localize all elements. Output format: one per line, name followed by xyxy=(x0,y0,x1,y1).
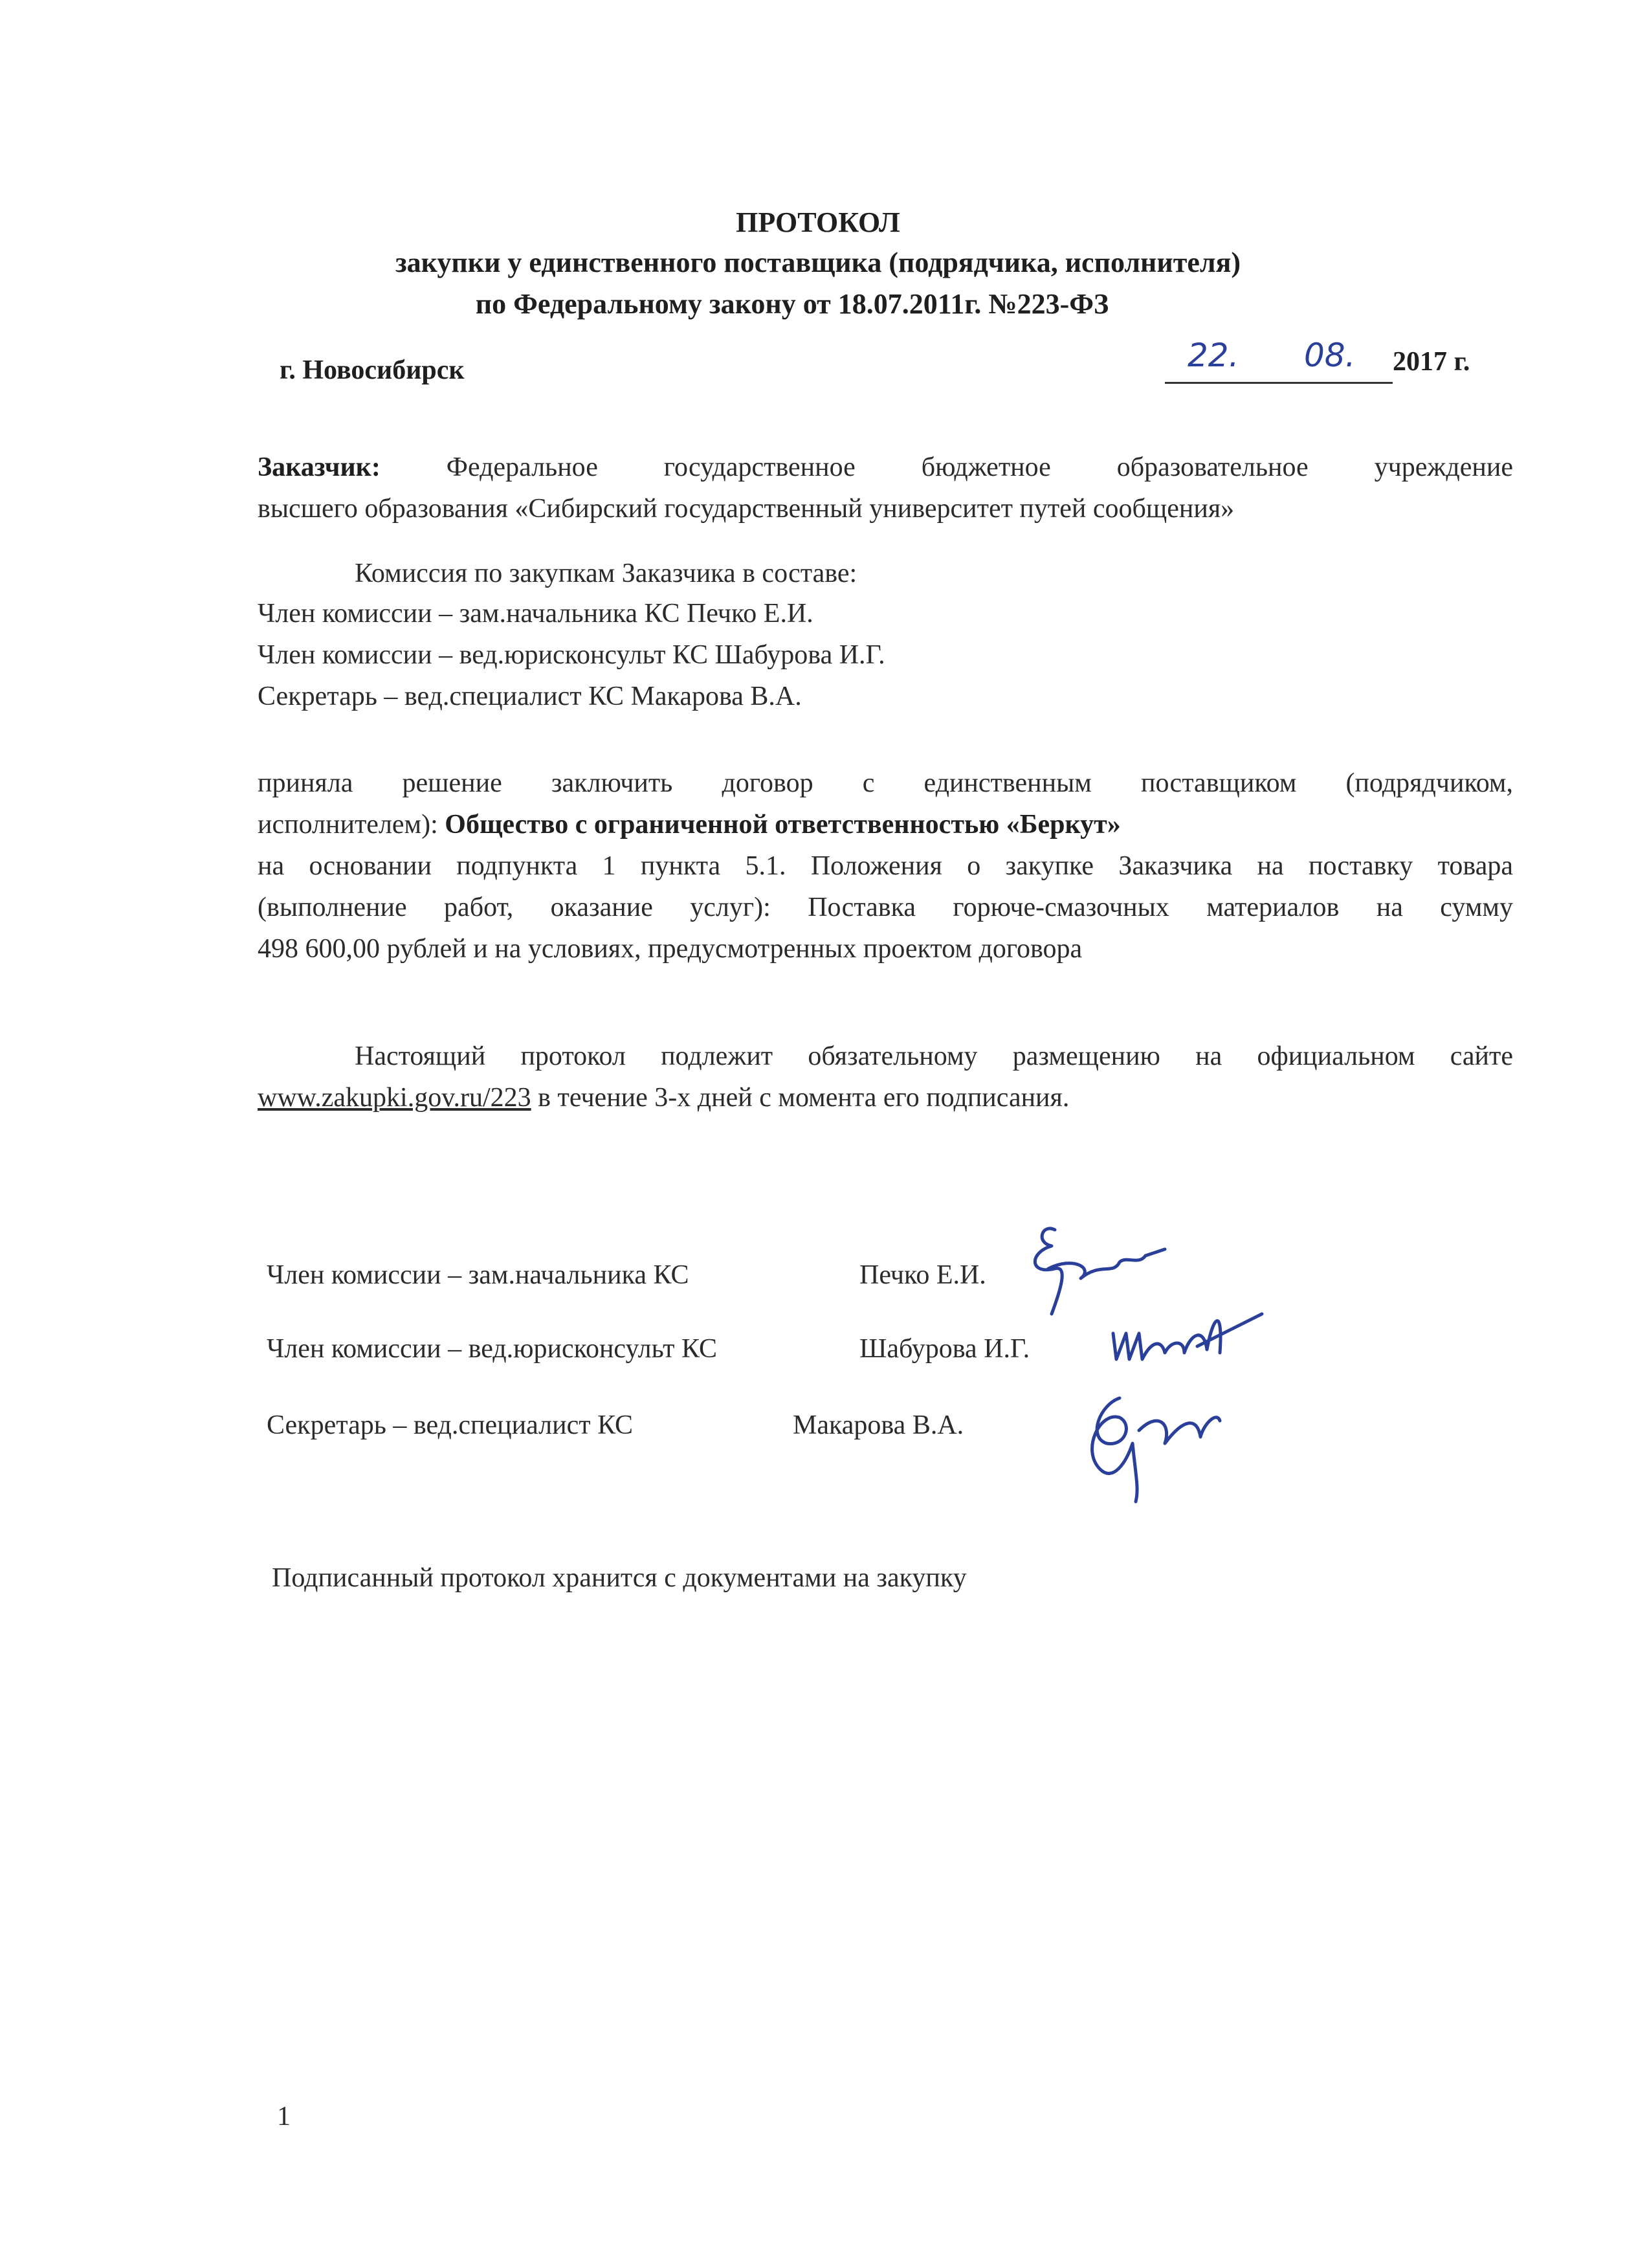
decision-line3-row xyxy=(258,850,1513,882)
decision-line3: на основании подпункта 1 пункта 5.1. Положения о закупке Заказчика на поставку товара xyxy=(258,851,1513,881)
date-underline xyxy=(1165,382,1393,384)
document-subtitle-line1: закупки у единственного поставщика (подрядчика, исполнителя) xyxy=(395,247,1241,278)
storage-note: Подписанный протокол хранится с документами на закупку xyxy=(272,1563,967,1593)
publication-line2 xyxy=(258,1082,1069,1113)
commission-member-1: Член комиссии – зам.начальника КС Печко Е.И. xyxy=(258,599,813,628)
decision-line5: 498 600,00 рублей и на условиях, предусмотренных проектом договора xyxy=(258,934,1083,964)
decision-line4-row xyxy=(258,892,1513,923)
publication-line1-row xyxy=(355,1041,1513,1072)
handwritten-day: 22. xyxy=(1188,337,1239,374)
signature-role-3: Секретарь – вед.специалист КС xyxy=(267,1410,634,1440)
customer-line2: высшего образования «Сибирский государственный университет путей сообщения» xyxy=(258,494,1235,524)
zakupki-link[interactable]: www.zakupki.gov.ru/223 xyxy=(258,1083,531,1113)
document-subtitle-line2: по Федеральному закону от 18.07.2011г. №223-ФЗ xyxy=(475,288,1109,320)
decision-line1-row xyxy=(258,768,1513,799)
decision-line2-prefix: исполнителем): xyxy=(258,810,438,839)
decision-line4: (выполнение работ, оказание услуг): Поставка горюче-смазочных материалов на сумму xyxy=(258,893,1513,922)
commission-intro: Комиссия по закупкам Заказчика в составе: xyxy=(355,559,857,588)
handwritten-month: 08. xyxy=(1304,337,1356,374)
page-number: 1 xyxy=(277,2102,291,2131)
signature-role-2: Член комиссии – вед.юрисконсульт КС xyxy=(267,1334,718,1364)
city: г. Новосибирск xyxy=(280,355,465,385)
signature-name-1: Печко Е.И. xyxy=(859,1260,986,1290)
signature-name-2: Шабурова И.Г. xyxy=(859,1334,1030,1364)
document-title: ПРОТОКОЛ xyxy=(736,206,900,238)
date-year: 2017 г. xyxy=(1393,347,1470,377)
customer-line1: Федеральное государственное бюджетное образовательное учреждение xyxy=(446,452,1514,482)
signature-shaburova xyxy=(1100,1288,1268,1379)
decision-line2 xyxy=(258,809,1121,840)
commission-member-2: Член комиссии – вед.юрисконсульт КС Шабурова И.Г. xyxy=(258,640,885,670)
decision-line1: приняла решение заключить договор с единственным поставщиком (подрядчиком, xyxy=(258,768,1513,798)
commission-member-3: Секретарь – вед.специалист КС Макарова В.А. xyxy=(258,682,802,711)
signature-makarova xyxy=(1061,1385,1230,1508)
signature-name-3: Макарова В.А. xyxy=(793,1410,964,1440)
customer-line1-row xyxy=(258,452,1513,483)
customer-label: Заказчик: xyxy=(258,452,381,482)
signature-role-1: Член комиссии – зам.начальника КС xyxy=(267,1260,689,1290)
publication-line1: Настоящий протокол подлежит обязательному размещению на официальном сайте xyxy=(355,1041,1513,1071)
publication-line2-rest: в течение 3-х дней с момента его подписания. xyxy=(531,1083,1070,1113)
supplier-name: Общество с ограниченной ответственностью «Беркут» xyxy=(445,810,1121,839)
